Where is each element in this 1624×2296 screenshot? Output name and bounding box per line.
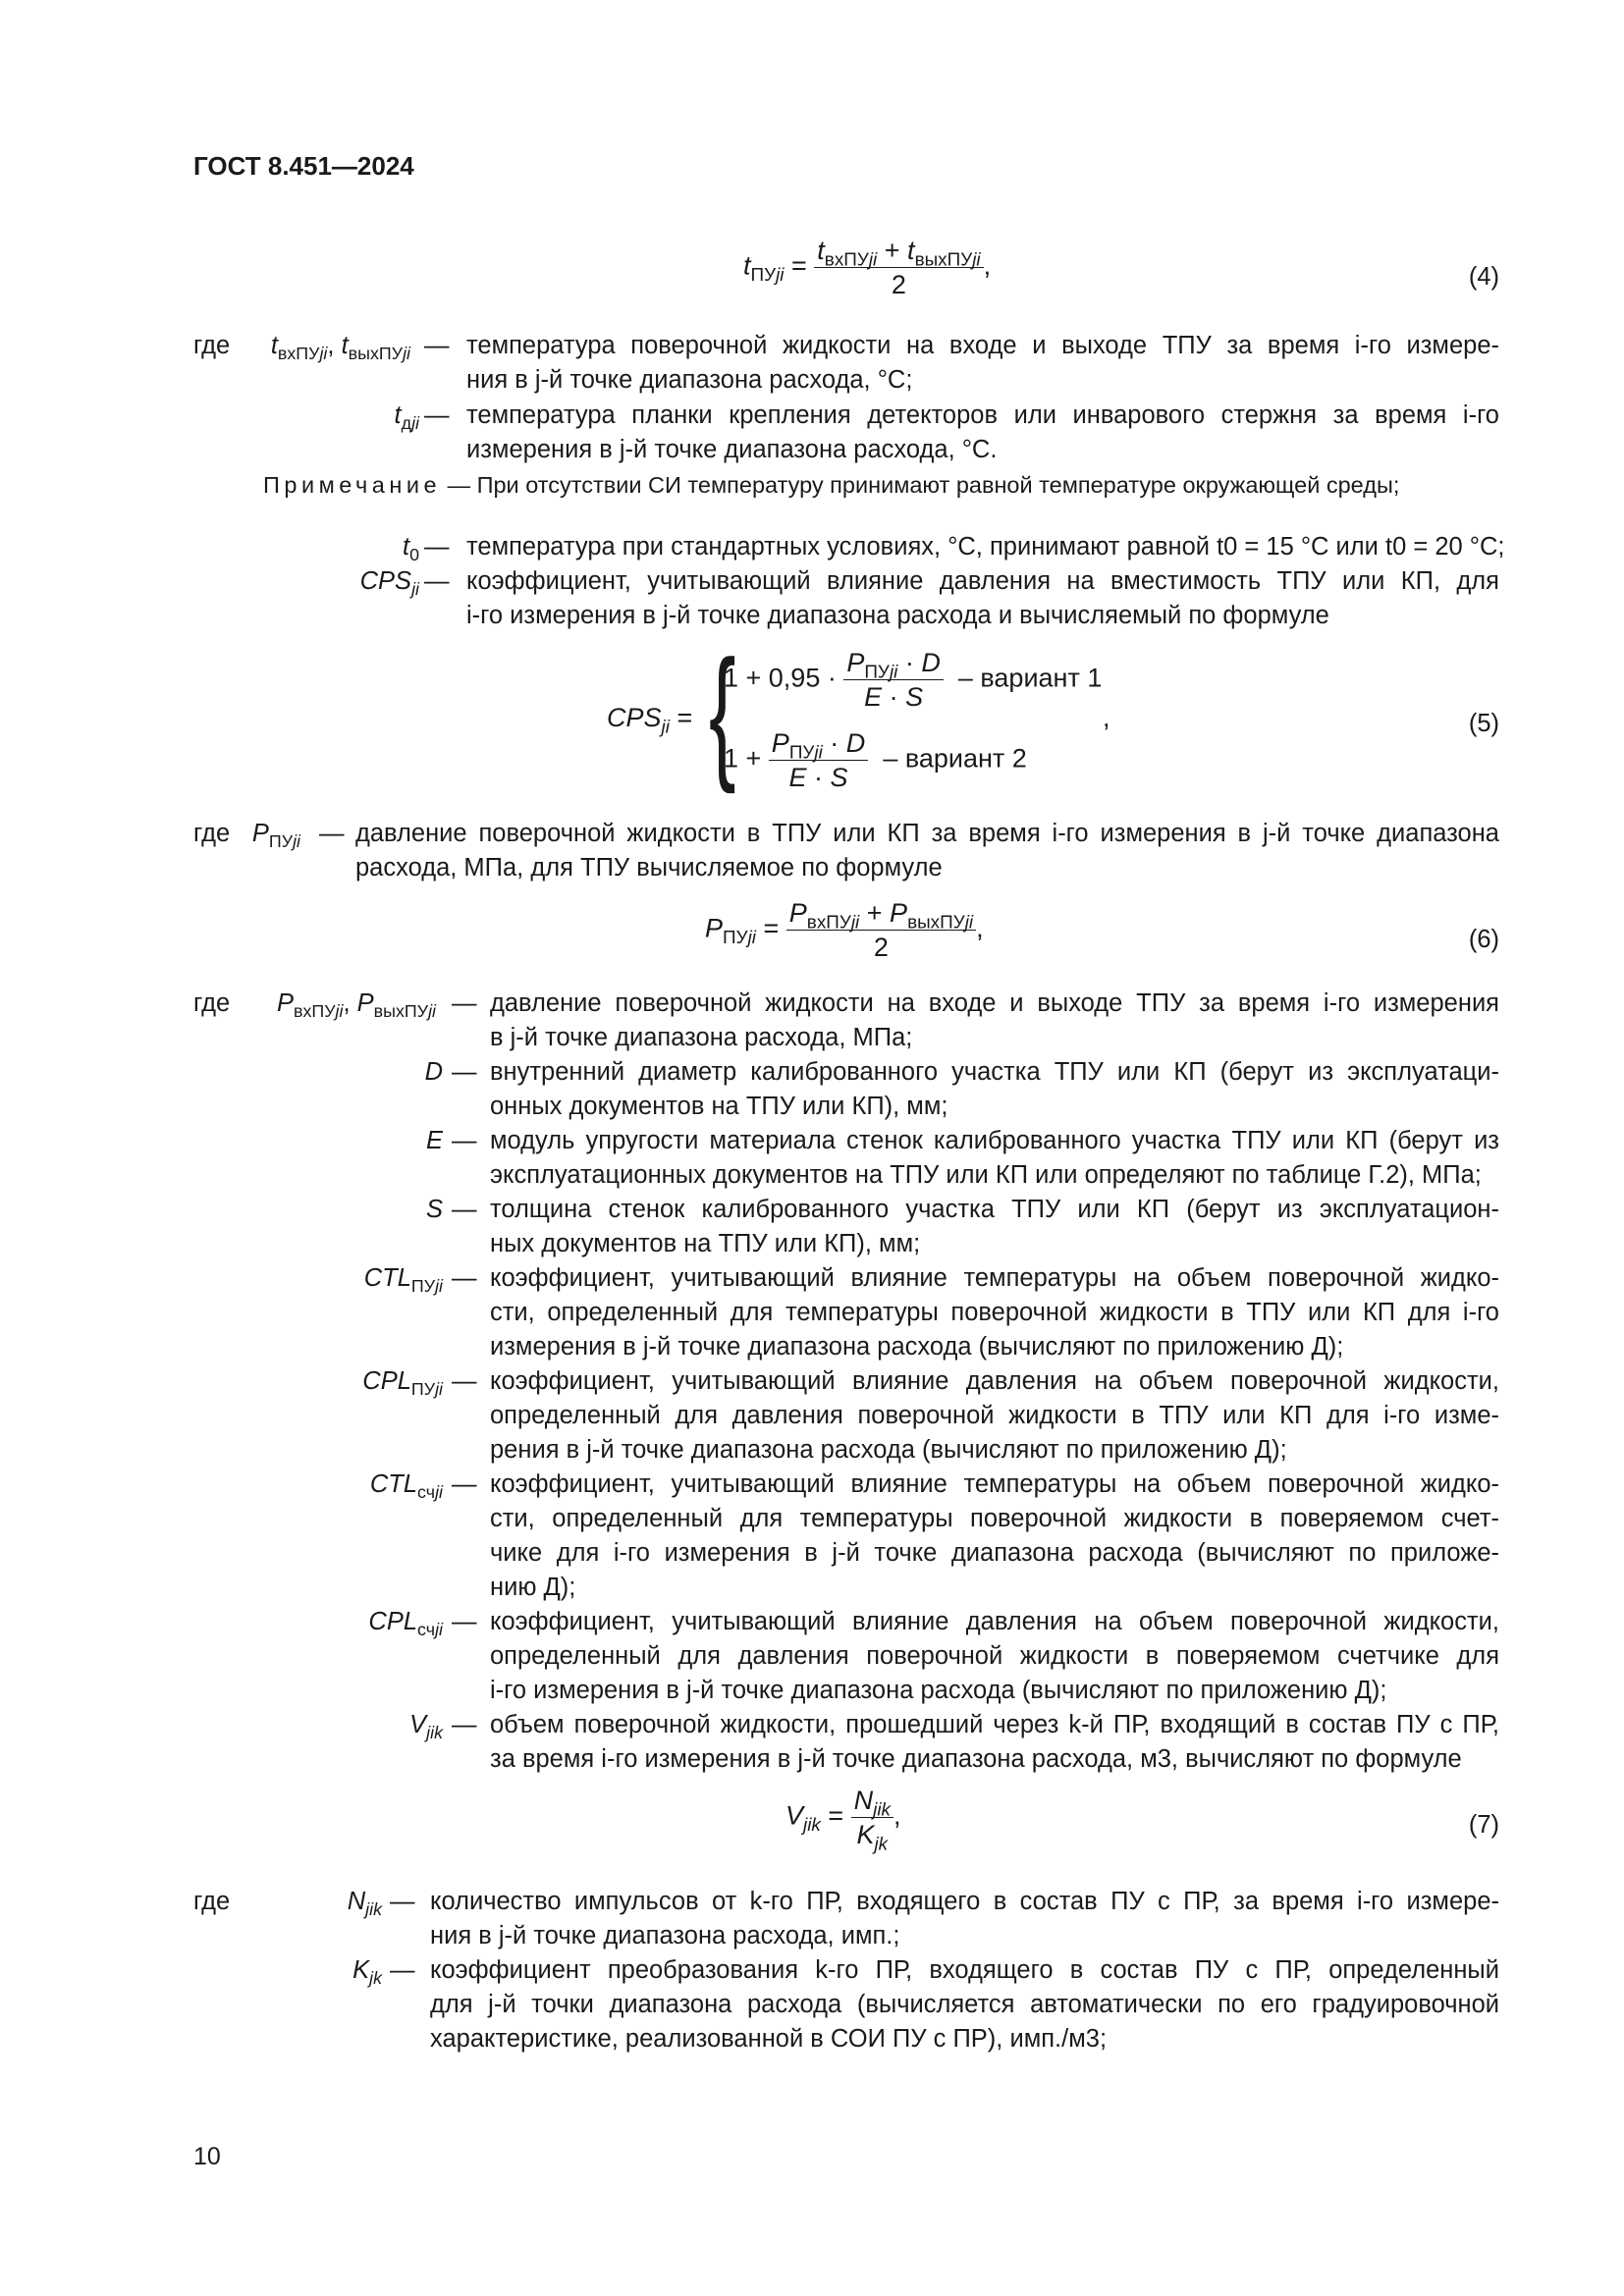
dash: — <box>424 401 450 429</box>
symbol-k: $K_{jk}$ <box>352 1956 382 1989</box>
definition-p: давление поверочной жидкости в ТПУ или КП за время i-го измерения в j-й точке диапазона расхода, МПа, для ТПУ вычисляемое по формуле <box>355 820 1499 881</box>
definition-p-in-out: давление поверочной жидкости на входе и выходе ТПУ за время i-го измерения в j-й точке диапазона расхода, МПа; <box>490 989 1499 1051</box>
equation-number-5: (5) <box>1468 710 1499 737</box>
formula-4: $t_{ПУji}$ = $\frac{t_{вхПУji} + t_{выхПУji}}{2}$ , <box>743 236 992 299</box>
where-label: где <box>193 820 231 847</box>
symbol-p: $P_{ПУji}$ <box>251 820 300 852</box>
page-number: 10 <box>193 2143 221 2170</box>
definition-s: толщина стенок калиброванного участка ТПУ или КП (берут из эксплуатацион- ных документов на ТПУ или КП), мм; <box>490 1196 1499 1257</box>
definition-cpl-pu: коэффициент, учитывающий влияние давления на объем поверочной жидкости, определенный для давления поверочной жидкости в ТПУ или КП для i-го изме- рения в j-й точке диапазона расхода (вычисляют по приложению Д); <box>490 1367 1499 1464</box>
where-label: где <box>193 332 231 359</box>
formula-5-variant-1: 1 + 0,95 · $\frac{P_{ПУji} \cdot D}{E \cdot S}$ – вариант 1 <box>724 648 1103 712</box>
symbol-d: D <box>424 1058 443 1086</box>
note-text: — При отсутствии СИ температуру принимают равной температуре окружающей среды; <box>447 472 1400 498</box>
equation-number-7: (7) <box>1468 1811 1499 1839</box>
symbol-cps: $CPS_{ji}$ <box>359 567 419 600</box>
definition-ctl-pu: коэффициент, учитывающий влияние температуры на объем поверочной жидко- сти, определенный для температуры поверочной жидкости в ТПУ или КП для i-го измерения в j-й точке диапазона расхода (вычисляют по приложению Д); <box>490 1264 1499 1361</box>
definition-v: объем поверочной жидкости, прошедший через k-й ПР, входящий в состав ПУ с ПР, за время i-го измерения в j-й точке диапазона расхода, м3, вычисляют по формуле <box>490 1711 1499 1773</box>
definition-ctl-sch: коэффициент, учитывающий влияние температуры на объем поверочной жидко- сти, определенный для температуры поверочной жидкости в поверяемом счет- чике для i-го измерения в j-й точке диапазона расхода (вычисляют по приложе- нию Д); <box>490 1470 1499 1601</box>
dash: — <box>452 1196 477 1223</box>
symbol-ctl-pu: $CTL_{ПУji}$ <box>363 1264 443 1297</box>
definition-e: модуль упругости материала стенок калиброванного участка ТПУ или КП (берут из эксплуатационных документов на ТПУ или КП или определяют по таблице Г.2), МПа; <box>490 1127 1499 1189</box>
symbol-t0: $t_0$ <box>402 533 419 565</box>
dash: — <box>452 1264 477 1292</box>
dash: — <box>424 533 450 561</box>
where-label: где <box>193 989 231 1017</box>
dash: — <box>424 332 450 359</box>
dash: — <box>424 567 450 595</box>
definition-cpl-sch: коэффициент, учитывающий влияние давления на объем поверочной жидкости, определенный для давления поверочной жидкости в поверяемом счетчике для i-го измерения в j-й точке диапазона расхода (вычисляют по приложению Д); <box>490 1608 1499 1704</box>
dash: — <box>319 820 345 847</box>
dash: — <box>452 989 477 1017</box>
definition-d: внутренний диаметр калиброванного участка ТПУ или КП (берут из эксплуатаци- онных документов на ТПУ или КП), мм; <box>490 1058 1499 1120</box>
note-label: Примечание <box>263 472 442 498</box>
symbol-cpl-pu: $CPL_{ПУji}$ <box>362 1367 443 1400</box>
definition-t0: температура при стандартных условиях, °С, принимают равной t0 = 15 °С или t0 = 20 °С; <box>466 533 1505 561</box>
formula-5-variant-2: 1 + $\frac{P_{ПУji} \cdot D}{E \cdot S}$ – вариант 2 <box>724 728 1027 792</box>
where-label: где <box>193 1888 231 1915</box>
equation-number-6: (6) <box>1468 926 1499 953</box>
definition-t-d: температура планки крепления детекторов или инварового стержня за время i-го измерения в j-й точке диапазона расхода, °С. <box>466 401 1499 463</box>
formula-5-comma: , <box>1103 703 1110 732</box>
dash: — <box>452 1367 477 1395</box>
formula-5-lhs: $CPS_{ji}$ = <box>607 703 693 738</box>
symbol-cpl-sch: $CPL_{счji}$ <box>368 1608 443 1640</box>
formula-7: $V_{jik}$ = $\frac{N_{jik}}{K_{jk}}$ , <box>785 1786 901 1855</box>
dash: — <box>390 1956 415 1984</box>
definition-n: количество импульсов от k-го ПР, входящего в состав ПУ с ПР, за время i-го измере- ния в j-й точке диапазона расхода, имп.; <box>430 1888 1499 1949</box>
dash: — <box>390 1888 415 1915</box>
dash: — <box>452 1608 477 1635</box>
brace: { <box>709 629 736 794</box>
equation-number-4: (4) <box>1468 263 1499 291</box>
definition-t-in-out: температура поверочной жидкости на входе и выходе ТПУ за время i-го измере- ния в j-й точке диапазона расхода, °С; <box>466 332 1499 394</box>
dash: — <box>452 1470 477 1498</box>
formula-6: $P_{ПУji}$ = $\frac{P_{вхПУji} + P_{выхПУji}}{2}$ , <box>705 898 984 962</box>
symbol-v: $V_{jik}$ <box>409 1711 443 1743</box>
definition-k: коэффициент преобразования k-го ПР, входящего в состав ПУ с ПР, определенный для j-й точки диапазона расхода (вычисляется автоматически по его градуировочной характеристике, реализованной в СОИ ПУ с ПР), имп./м3; <box>430 1956 1499 2053</box>
document-header: ГОСТ 8.451—2024 <box>193 151 414 181</box>
symbol-t-in-out: $t_{вхПУji}$, $t_{выхПУji}$ <box>270 332 410 364</box>
dash: — <box>452 1127 477 1154</box>
symbol-ctl-sch: $CTL_{счji}$ <box>369 1470 443 1503</box>
dash: — <box>452 1711 477 1738</box>
definition-cps: коэффициент, учитывающий влияние давления на вместимость ТПУ или КП, для i-го измерения в j-й точке диапазона расхода и вычисляемый по формуле <box>466 567 1499 629</box>
symbol-p-in-out: $P_{вхПУji}$, $P_{выхПУji}$ <box>276 989 436 1022</box>
symbol-t-d: $t_{дji}$ <box>394 401 419 434</box>
symbol-s: S <box>425 1196 443 1223</box>
note <box>263 468 1399 503</box>
dash: — <box>452 1058 477 1086</box>
symbol-n: $N_{jik}$ <box>347 1888 382 1920</box>
symbol-e: E <box>425 1127 443 1154</box>
